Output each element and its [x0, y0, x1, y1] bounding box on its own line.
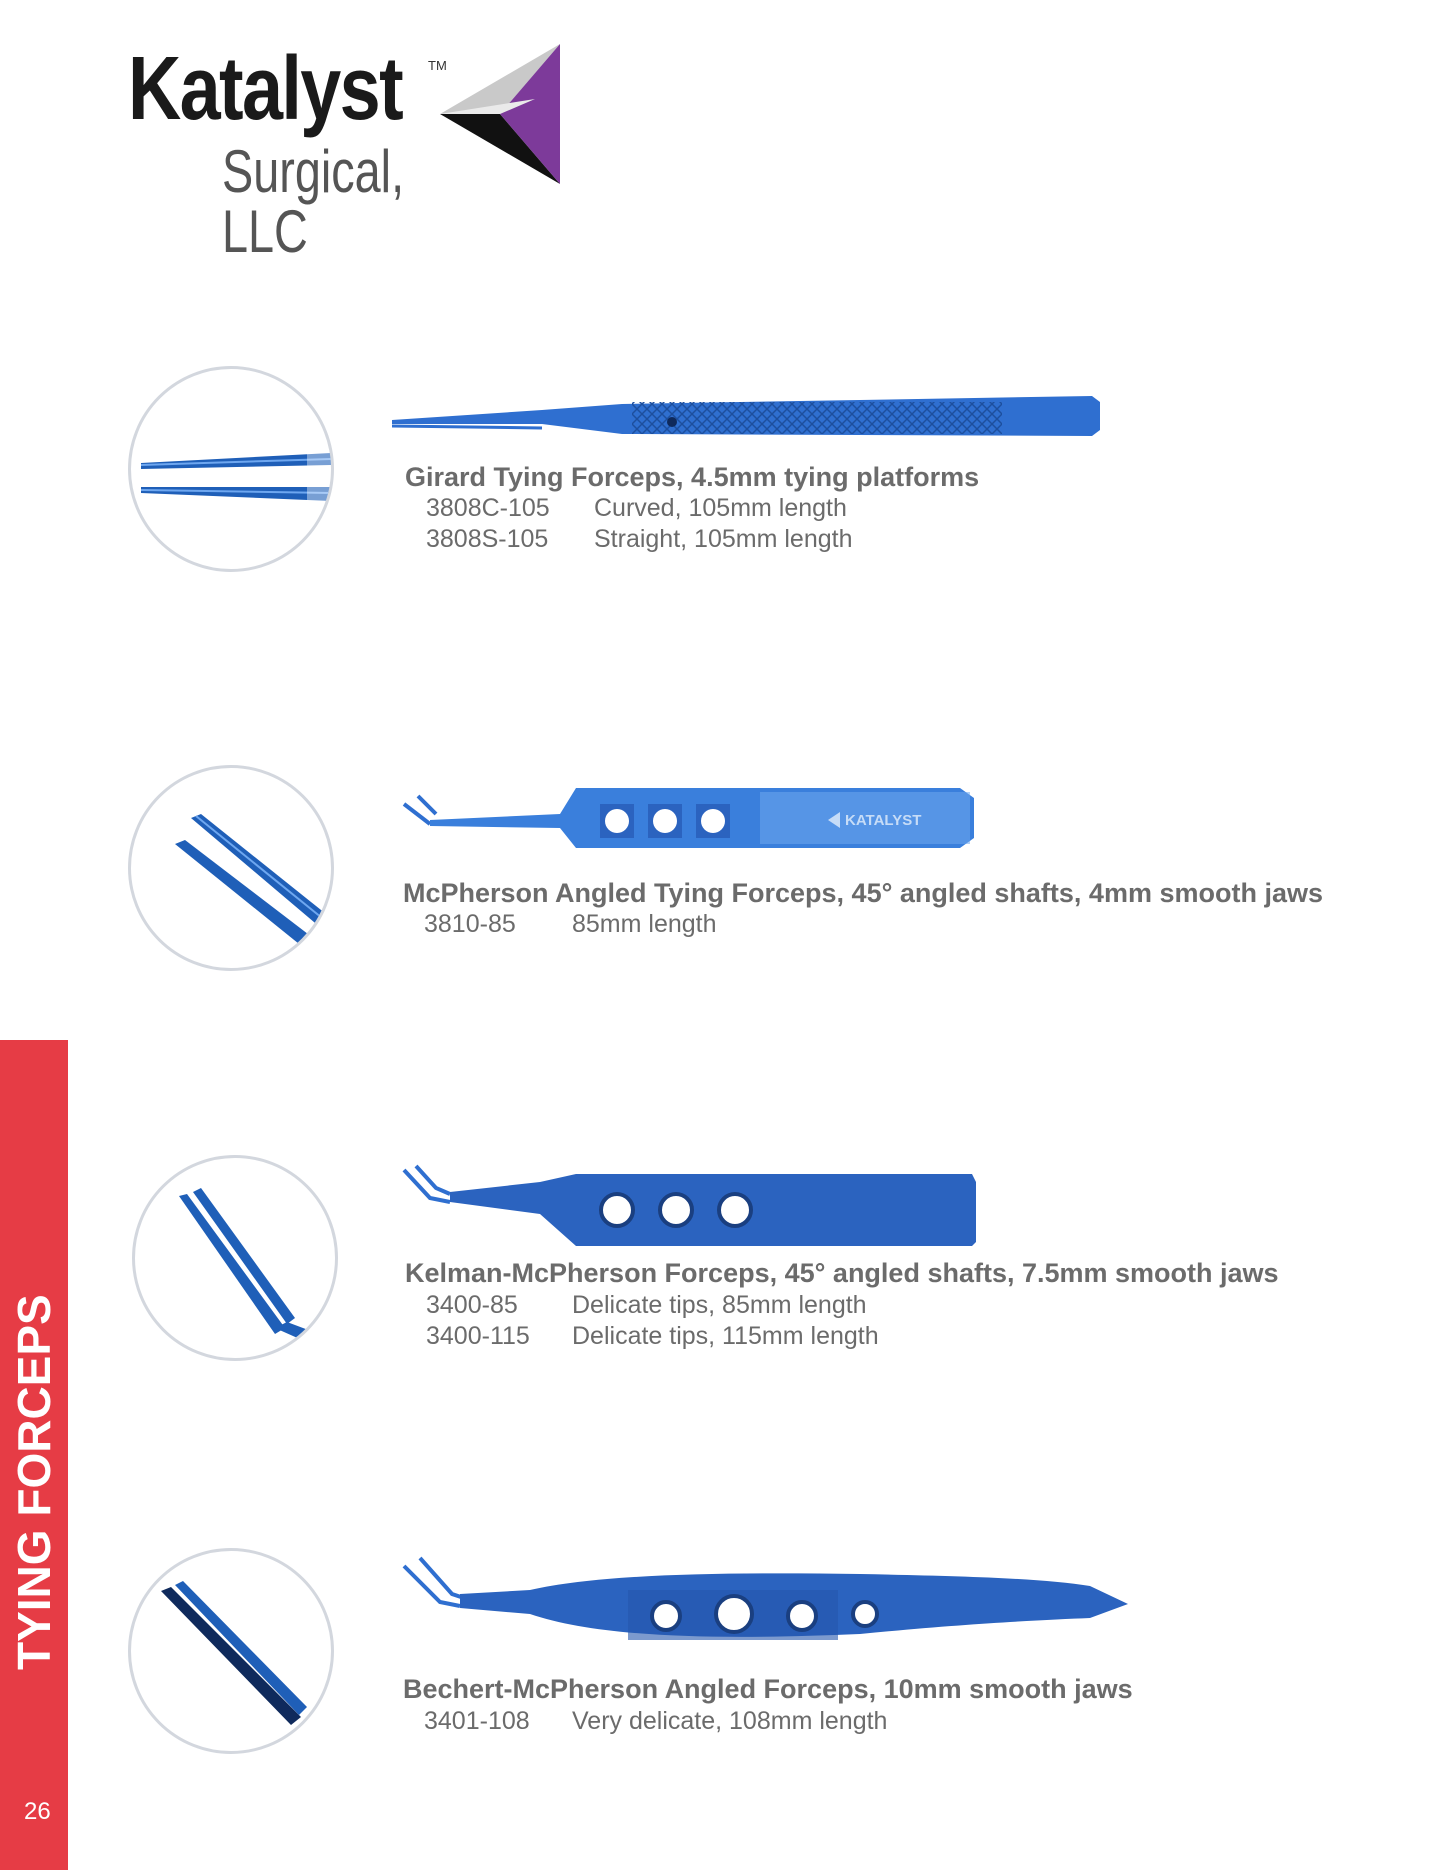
tip-detail-image: [132, 1155, 338, 1361]
product-description: Delicate tips, 85mm length: [572, 1291, 867, 1319]
kelman-mcpherson-forceps-image: [400, 1164, 980, 1248]
bechert-mcpherson-forceps-image: [400, 1554, 1130, 1664]
product-description: 85mm length: [572, 910, 717, 938]
section-title: TYING FORCEPS: [8, 1294, 60, 1670]
katalyst-logo: [128, 39, 568, 265]
product-title: Bechert-McPherson Angled Forceps, 10mm smooth jaws: [403, 1674, 1133, 1704]
page-number: 26: [24, 1798, 51, 1825]
product-code: 3808C-105: [426, 494, 550, 522]
product-description: Curved, 105mm length: [594, 494, 847, 522]
logo-subtitle: Surgical, LLC: [222, 138, 405, 265]
product-code: 3810-85: [424, 910, 516, 938]
tip-detail-image: [128, 366, 334, 572]
product-title: McPherson Angled Tying Forceps, 45° angled shafts, 4mm smooth jaws: [403, 878, 1323, 908]
product-code: 3400-115: [426, 1322, 530, 1350]
product-title: Kelman-McPherson Forceps, 45° angled shafts, 7.5mm smooth jaws: [405, 1258, 1279, 1288]
product-code: 3401-108: [424, 1707, 530, 1735]
logo-wordmark: Katalyst: [128, 39, 403, 139]
product-description: Very delicate, 108mm length: [572, 1707, 888, 1735]
product-description: Straight, 105mm length: [594, 525, 853, 553]
logo-trademark: TM: [428, 58, 447, 73]
tip-detail-image: [128, 1548, 334, 1754]
product-code: 3400-85: [426, 1291, 518, 1319]
logo-triangle-icon: [440, 44, 560, 184]
tip-detail-image: [128, 765, 334, 971]
product-title: Girard Tying Forceps, 4.5mm tying platforms: [405, 462, 980, 492]
handle-engraving: KATALYST: [845, 812, 922, 829]
mcpherson-forceps-image: [400, 788, 980, 860]
product-code: 3808S-105: [426, 525, 549, 553]
product-description: Delicate tips, 115mm length: [572, 1322, 879, 1350]
girard-forceps-image: [392, 384, 1102, 444]
